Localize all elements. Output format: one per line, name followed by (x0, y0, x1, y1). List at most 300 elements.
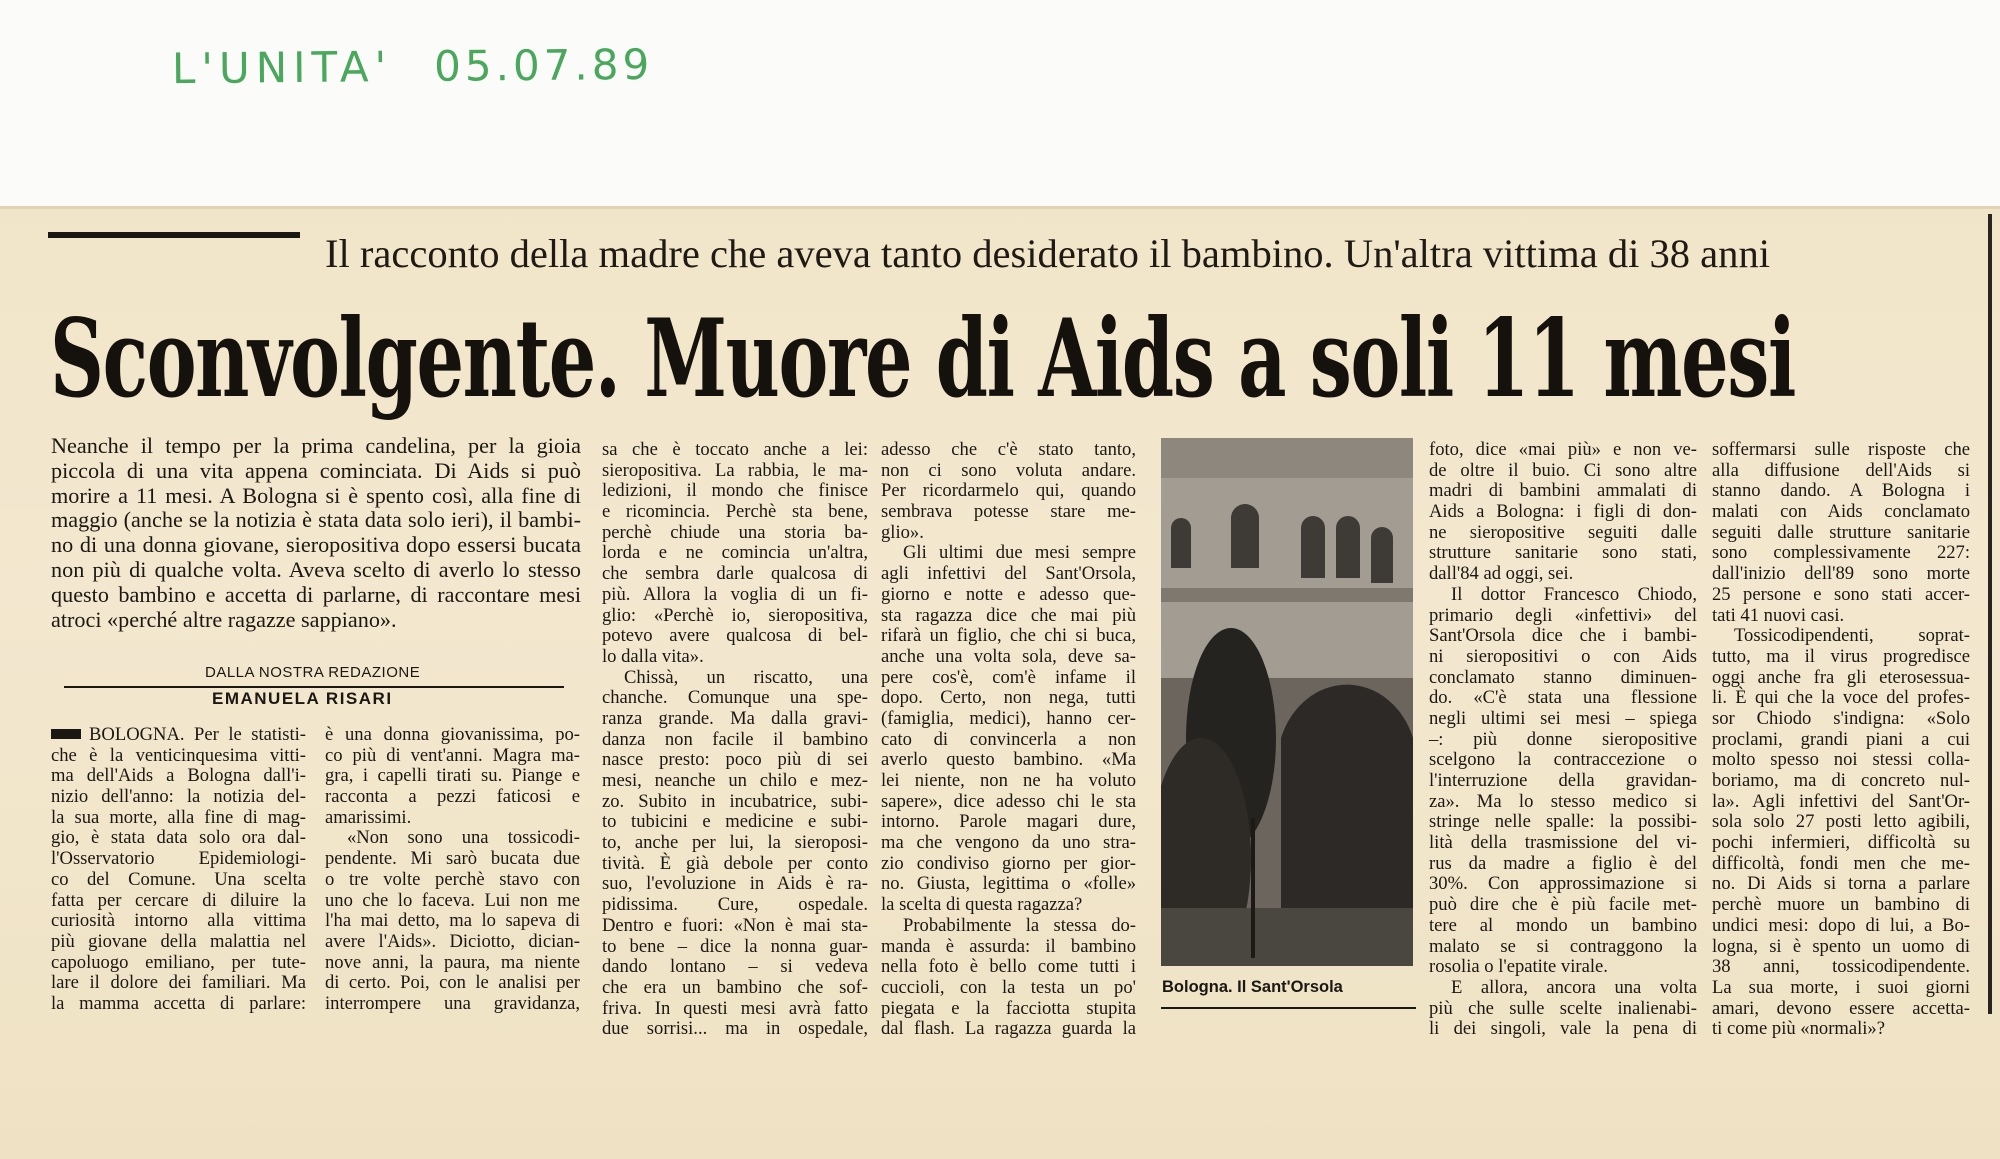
text-line-content: dopo. Certo, non nega, tutti (881, 687, 1136, 709)
text-line-content: «Non sono una tossicodi- (347, 827, 580, 849)
text-line (51, 608, 581, 633)
headline: Sconvolgente. Muore di Aids a soli 11 mesi (50, 296, 1795, 422)
text-line (881, 564, 1136, 585)
article-column-1 (51, 725, 306, 1015)
text-line-content: molto spesso noi stessi colla- (1712, 749, 1970, 771)
text-line (881, 440, 1136, 461)
text-line (1712, 812, 1970, 833)
text-line-content: li. È qui che la voce del profes- (1712, 687, 1970, 709)
text-line-content: pochi infermieri, difficoltà su (1712, 832, 1970, 854)
text-line-content: pendente. Mi sarò bucata due (325, 848, 580, 870)
text-line (325, 828, 580, 849)
text-line (51, 558, 581, 583)
text-line (1712, 978, 1970, 999)
text-line-content: adesso che c'è stato tanto, (881, 439, 1136, 460)
text-line-content: ma dell'Aids a Bologna dall'i- (51, 765, 306, 787)
text-line (325, 766, 580, 787)
text-line-content: oggi anche fra gli eterosessua- (1712, 666, 1970, 688)
text-line (1429, 709, 1697, 730)
text-line-content: co più di vent'anni. Magra ma- (325, 744, 580, 766)
text-line (1712, 523, 1970, 544)
clipping-right-edge (1988, 214, 1992, 1014)
text-line-content: stanno dando. A Bologna i (1712, 480, 1970, 502)
text-line (602, 668, 868, 689)
text-line-content: di certo. Poi, con le analisi per (325, 972, 580, 994)
text-line-content: stringe nelle spalle: la possibi- (1429, 811, 1697, 833)
text-line-content: e ricomincia. Perchè sta bene, (602, 501, 868, 523)
text-line-content: malati con Aids conclamato (1712, 501, 1970, 523)
text-line-content: sapere», dice adesso chi le sta (881, 790, 1136, 812)
text-line-content: questo bambino e accetta di parlarne, di raccontare mesi (51, 581, 581, 607)
text-line-content: za». Ma lo stesso medico si (1429, 790, 1697, 812)
text-line (1712, 440, 1970, 461)
clipping-edge (0, 206, 2000, 209)
text-line (1712, 854, 1970, 875)
text-line-content: interrompere una gravidanza, (325, 992, 580, 1014)
text-line-content: più giovane della malattia nel (51, 930, 306, 952)
text-line-content: nizio dell'anno: la notizia del- (51, 786, 306, 808)
text-line (1429, 606, 1697, 627)
text-line (1712, 771, 1970, 792)
text-line-content: 25 persone e sono stati accer- (1712, 583, 1970, 605)
text-line-content: difficoltà, fondi men che me- (1712, 852, 1970, 874)
text-line (1712, 874, 1970, 895)
text-line (51, 891, 306, 912)
text-line (602, 502, 868, 523)
text-line (1429, 937, 1697, 958)
text-line (1712, 792, 1970, 813)
text-line (1429, 543, 1697, 564)
text-line (51, 508, 581, 533)
text-line-content: seguiti dalle strutture sanitarie (1712, 521, 1970, 543)
text-line (881, 543, 1136, 564)
text-line (325, 787, 580, 808)
text-line-content: soffermarsi sulle risposte che (1712, 439, 1970, 460)
text-line-content: l'Osservatorio Epidemiologi- (51, 848, 306, 870)
text-line-content: strutture sanitarie sono stati, (1429, 542, 1697, 564)
text-line-content: anche una volta sola, deve sa- (881, 645, 1136, 667)
text-line (602, 688, 868, 709)
text-line (1429, 771, 1697, 792)
text-line-content: nasce presto: poco più di sei (602, 749, 868, 771)
text-line (51, 434, 581, 459)
text-line (1429, 999, 1697, 1020)
article-intro (51, 434, 581, 632)
text-line-content: fatta per cercare di diluire la (51, 889, 306, 911)
text-line-content: 30%. Con approssimazione si (1429, 873, 1697, 895)
text-line (1429, 647, 1697, 668)
article-column-4 (881, 440, 1136, 1040)
text-line (881, 874, 1136, 895)
text-line-content: do. «C'è stata una flessione (1429, 687, 1697, 709)
text-line-content: Aids a Bologna: i figli di don- (1429, 501, 1697, 523)
text-line (51, 766, 306, 787)
text-line-content: lei niente, non ne ha voluto (881, 770, 1136, 791)
text-line-content: gra, i capelli tirati su. Piange e (325, 765, 580, 787)
text-line-content: Tossicodipendenti, soprat- (1734, 625, 1970, 647)
text-line-content: Chissà, un riscatto, una (624, 666, 868, 688)
text-line (881, 750, 1136, 771)
byline-desk: DALLA NOSTRA REDAZIONE (205, 664, 421, 681)
byline-rule (64, 686, 564, 688)
text-line-content: pidissima. Cure, ospedale. (602, 894, 868, 916)
kicker: Il racconto della madre che aveva tanto desiderato il bambino. Un'altra vittima di 38 anni (325, 231, 1770, 276)
text-line-content: zio condiviso giorno per gior- (881, 852, 1136, 874)
text-line-content: boriamo, ma di concreto nul- (1712, 770, 1970, 791)
text-line (602, 957, 868, 978)
text-line-content: scelgono la contraccezione o (1429, 749, 1697, 771)
text-line-content: lorda e ne comincia un'altra, (602, 542, 868, 564)
text-line (1429, 502, 1697, 523)
text-line-content: o tre volte perchè stavo con (325, 868, 580, 890)
text-line (1429, 461, 1697, 482)
text-line (1429, 523, 1697, 544)
text-line-content: maggio (anche se la notizia è stata data solo ieri), il bambi- (51, 507, 581, 533)
text-line (1429, 833, 1697, 854)
text-line (602, 626, 868, 647)
text-line (602, 564, 868, 585)
text-line (602, 792, 868, 813)
text-line-content: ma che vengono da uno stra- (881, 832, 1136, 854)
text-line (325, 849, 580, 870)
text-line (325, 891, 580, 912)
text-line-content: ne sieropositive seguiti dalle (1429, 521, 1697, 543)
text-line (881, 833, 1136, 854)
text-line-content: tutto, ma il virus progredisce (1712, 645, 1970, 667)
text-line-content: –: più donne sieropositive (1429, 728, 1697, 750)
text-line (1429, 874, 1697, 895)
text-line-content: rifarà un figlio, che chi si buca, (881, 625, 1136, 647)
text-line (602, 543, 868, 564)
text-line (1712, 626, 1970, 647)
text-line (881, 978, 1136, 999)
article-column-3 (602, 440, 868, 1040)
text-line-content: alla diffusione dell'Aids si (1712, 459, 1970, 481)
text-line (881, 647, 1136, 668)
text-line-content: più che sulle scelte inalienabi- (1429, 997, 1697, 1019)
text-line-content: BOLOGNA. Per le statisti- (89, 724, 306, 745)
text-line (602, 523, 868, 544)
text-line (325, 932, 580, 953)
text-line (1712, 957, 1970, 978)
text-line (51, 533, 581, 558)
text-line (602, 606, 868, 627)
text-line (602, 874, 868, 895)
text-line-content: perchè chiude una storia ba- (602, 521, 868, 543)
text-line-content: manda è assurda: il bambino (881, 935, 1136, 957)
text-line-content: mesi, neanche un chilo e mez- (602, 770, 868, 791)
text-line (602, 854, 868, 875)
text-line-content: primario degli «infettivi» del (1429, 604, 1697, 626)
text-line (325, 911, 580, 932)
text-line (602, 1019, 868, 1040)
text-line (881, 730, 1136, 751)
text-line (881, 481, 1136, 502)
text-line (51, 808, 306, 829)
text-line-content: ni sieropositivi o con Aids (1429, 645, 1697, 667)
text-line (881, 916, 1136, 937)
text-line-content: piegata e la facciotta stupita (881, 997, 1136, 1019)
text-line (1712, 833, 1970, 854)
text-line-content: malato se si contraggono la (1429, 935, 1697, 957)
text-line (1429, 585, 1697, 606)
text-line (881, 792, 1136, 813)
text-line (1429, 730, 1697, 751)
caption-rule (1161, 1007, 1416, 1009)
text-line-content: sta ragazza dice che mai più (881, 604, 1136, 626)
text-line (602, 978, 868, 999)
text-line (602, 750, 868, 771)
text-line-content: non ci sono voluta andare. (881, 459, 1136, 481)
text-line-content: (famiglia, medici), hanno cer- (881, 707, 1136, 729)
text-line-content: to, anche per lui, la sieroposi- (602, 832, 868, 854)
text-line-content: amari, devono essere accetta- (1712, 997, 1970, 1019)
building-photo-image (1161, 438, 1413, 966)
text-line (51, 746, 306, 767)
text-line (325, 746, 580, 767)
article-column-2 (325, 725, 580, 1015)
text-line (1712, 461, 1970, 482)
text-line (602, 812, 868, 833)
text-line-content: sono complessivamente 227: (1712, 542, 1970, 564)
text-line-content: sieropositiva. La rabbia, le ma- (602, 459, 868, 481)
text-line (51, 484, 581, 509)
text-line-content: pere cos'è, com'è infame il (881, 666, 1136, 688)
text-line (1429, 440, 1697, 461)
text-line (602, 999, 868, 1020)
text-line (1712, 999, 1970, 1020)
text-line (881, 606, 1136, 627)
text-line-content: dall'84 ad oggi, sei. (1429, 563, 1574, 585)
text-line-content: Il dottor Francesco Chiodo, (1451, 583, 1697, 605)
text-line-content: chanche. Comunque una spe- (602, 687, 868, 709)
text-line (51, 459, 581, 484)
text-line-content: può dire che è più facile met- (1429, 894, 1697, 916)
text-line (1712, 895, 1970, 916)
byline-author: EMANUELA RISARI (212, 689, 393, 708)
text-line-content: averlo questo bambino. «Ma (881, 749, 1136, 771)
text-line-content: la mamma accetta di parlare: (51, 992, 306, 1014)
text-line (51, 849, 306, 870)
text-line (325, 808, 580, 829)
text-line-content: avere l'Aids». Diciotto, dician- (325, 930, 580, 952)
text-line-content: conclamato stanno diminuen- (1429, 666, 1697, 688)
text-line-content: la sua morte, alla fine di mag- (51, 806, 306, 828)
text-line (1429, 854, 1697, 875)
text-line-content: co del Comune. Una scelta (51, 868, 306, 890)
text-line (1712, 564, 1970, 585)
text-line-content: la scelta di questa ragazza? (881, 894, 1083, 916)
text-line-content: rus da madre a figlio è del (1429, 852, 1697, 874)
text-line-content: potevo avere qualcosa di bel- (602, 625, 868, 647)
text-line (881, 895, 1136, 916)
text-line (881, 523, 1136, 544)
text-line-content: sor Chiodo s'indigna: «Solo (1712, 707, 1970, 729)
text-line-content: lità della trasmissione del vi- (1429, 832, 1697, 854)
text-line (325, 725, 580, 746)
text-line-content: ti come più «normali»? (1712, 1018, 1885, 1040)
text-line (1429, 978, 1697, 999)
text-line-content: E allora, ancora una volta (1451, 976, 1697, 998)
text-line (881, 771, 1136, 792)
text-line-content: zo. Subito in incubatrice, subi- (602, 790, 868, 812)
text-line (1712, 688, 1970, 709)
text-line-content: non più di qualche volta. Aveva scelto di averlo lo stesso (51, 556, 581, 582)
text-line (1712, 709, 1970, 730)
text-line-content: tati 41 nuovi casi. (1712, 604, 1845, 626)
text-line-content: morire a 11 mesi. A Bologna si è spento così, alla fine di (51, 482, 581, 508)
text-line (602, 916, 868, 937)
text-line (1712, 502, 1970, 523)
text-line-content: perchè muore un bambino di (1712, 894, 1970, 916)
text-line (881, 709, 1136, 730)
text-line-content: curiosità intorno alla vittima (51, 910, 306, 932)
article-column-5 (1429, 440, 1697, 1040)
text-line (51, 973, 306, 994)
text-line-content: Probabilmente la stessa do- (903, 914, 1136, 936)
text-line (602, 440, 868, 461)
text-line (602, 730, 868, 751)
text-line (602, 709, 868, 730)
text-line (1712, 916, 1970, 937)
text-line (881, 854, 1136, 875)
text-line-content: Gli ultimi due mesi sempre (903, 542, 1136, 564)
text-line-content: dal flash. La ragazza guarda la (881, 1018, 1136, 1040)
text-line (1712, 668, 1970, 689)
text-line-content: dando lontano – si vedeva (602, 956, 868, 978)
kicker-rule (48, 232, 300, 238)
text-line-content: Per ricordarmelo qui, quando (881, 480, 1136, 502)
text-line (51, 725, 306, 746)
dateline-marker (51, 729, 81, 739)
text-line-content: Dentro e fuori: «Non è mai sta- (602, 914, 868, 936)
text-line-content: to tubicini e medicine e subi- (602, 811, 868, 833)
text-line (51, 932, 306, 953)
text-line (1712, 647, 1970, 668)
text-line (881, 937, 1136, 958)
text-line-content: suo, l'evoluzione in Aids è ra- (602, 873, 868, 895)
text-line-content: negli ultimi sei mesi – spiega (1429, 707, 1697, 729)
text-line-content: che era un bambino che sof- (602, 976, 868, 998)
text-line-content: gio, è stata data solo ora dal- (51, 827, 306, 849)
text-line-content: atroci «perché altre ragazze sappiano». (51, 606, 397, 632)
text-line (881, 461, 1136, 482)
text-line-content: due sorrisi... ma in ospedale, (602, 1018, 868, 1040)
text-line (1712, 481, 1970, 502)
text-line-content: madri di bambini ammalati di (1429, 480, 1697, 502)
text-line-content: cuccioli, con la testa un po' (881, 976, 1136, 998)
text-line-content: sembrava potesse stare me- (881, 501, 1136, 523)
text-line (1429, 916, 1697, 937)
text-line-content: tere al mondo un bambino (1429, 914, 1697, 936)
text-line (881, 957, 1136, 978)
text-line-content: più. Allora la voglia di un fi- (602, 583, 868, 605)
text-line (881, 502, 1136, 523)
text-line (51, 911, 306, 932)
text-line-content: ledizioni, il mondo che finisce (602, 480, 868, 502)
text-line-content: capoluogo emiliano, per tute- (51, 951, 306, 973)
text-line-content: amarissimi. (325, 806, 412, 828)
text-line-content: logna, si è spento un uomo di (1712, 935, 1970, 957)
text-line-content: che sembra darle qualcosa di (602, 563, 868, 585)
handwritten-date: 05.07.89 (433, 39, 654, 91)
handwritten-source-note (172, 40, 654, 93)
text-line (881, 668, 1136, 689)
text-line (1429, 750, 1697, 771)
text-line (881, 626, 1136, 647)
text-line-content: agli infettivi del Sant'Orsola, (881, 563, 1136, 585)
photo-sant-orsola-building (1161, 438, 1413, 966)
text-line-content: foto, dice «mai più» e non ve- (1429, 439, 1697, 460)
text-line (1429, 895, 1697, 916)
article-column-6 (1712, 440, 1970, 1040)
text-line (602, 461, 868, 482)
text-line-content: l'interruzione della gravidan- (1429, 770, 1697, 791)
text-line-content: è una donna giovanissima, po- (325, 724, 580, 745)
text-line (325, 994, 580, 1015)
text-line-content: glio». (881, 521, 924, 543)
text-line (1712, 1019, 1970, 1040)
text-line-content: cato di convincerla a non (881, 728, 1136, 750)
text-line (1712, 937, 1970, 958)
text-line-content: no di una donna giovane, sieropositiva dopo essersi bucata (51, 532, 581, 558)
photo-caption: Bologna. Il Sant'Orsola (1162, 978, 1343, 996)
text-line (1429, 481, 1697, 502)
text-line-content: to bene – dice la nonna guar- (602, 935, 868, 957)
text-line (881, 688, 1136, 709)
text-line (1712, 606, 1970, 627)
text-line (602, 833, 868, 854)
text-line (1712, 730, 1970, 751)
text-line-content: undici mesi: dopo di lui, a Bo- (1712, 914, 1970, 936)
text-line (602, 895, 868, 916)
text-line (1712, 543, 1970, 564)
text-line-content: no. Di Aids si torna a parlare (1712, 873, 1970, 895)
text-line-content: nove anni, la paura, ma niente (325, 951, 580, 973)
text-line (325, 953, 580, 974)
text-line (602, 481, 868, 502)
text-line (881, 1019, 1136, 1040)
text-line-content: piccola di una vita appena cominciata. Di Aids si può (51, 457, 581, 483)
text-line (1712, 750, 1970, 771)
text-line (1429, 957, 1697, 978)
text-line (51, 994, 306, 1015)
text-line (51, 787, 306, 808)
text-line (1429, 626, 1697, 647)
text-line-content: glio: «Perchè io, sieropositiva, (602, 604, 868, 626)
text-line-content: intorno. Parole magari dure, (881, 811, 1136, 833)
text-line (51, 583, 581, 608)
text-line-content: ranza grande. Ma dalla gravi- (602, 707, 868, 729)
text-line-content: tività. È già debole per conto (602, 852, 868, 874)
text-line-content: sola solo 27 posti letto agibili, (1712, 811, 1970, 833)
text-line (325, 870, 580, 891)
text-line-content: de oltre il buio. Ci sono altre (1429, 459, 1697, 481)
text-line-content: 38 anni, tossicodipendente. (1712, 956, 1970, 978)
text-line (881, 585, 1136, 606)
text-line (881, 999, 1136, 1020)
text-line-content: che è la venticinquesima vitti- (51, 744, 306, 766)
text-line-content: La sua morte, i suoi giorni (1712, 976, 1970, 998)
handwritten-paper-name: L'UNITA' (171, 42, 393, 94)
text-line (51, 953, 306, 974)
text-line (51, 828, 306, 849)
text-line-content: lo dalla vita». (602, 645, 704, 667)
text-line-content: proclami, grandi piani a cui (1712, 728, 1970, 750)
text-line-content: la». Agli infettivi del Sant'Or- (1712, 790, 1970, 812)
text-line-content: racconta a pezzi faticosi e (325, 786, 580, 808)
text-line-content: sa che è toccato anche a lei: (602, 439, 868, 460)
